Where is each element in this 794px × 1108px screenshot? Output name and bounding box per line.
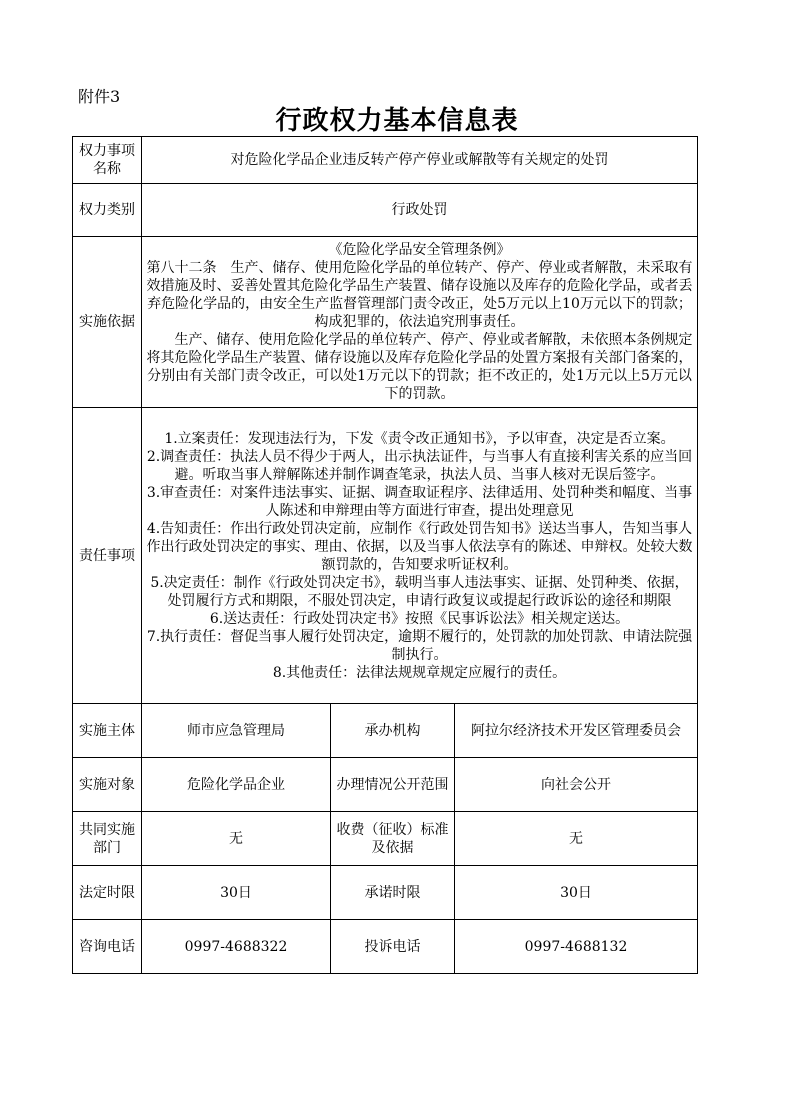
attachment-label: 附件3 <box>78 87 121 106</box>
value-subject: 师市应急管理局 <box>142 704 331 758</box>
row-item-name <box>73 137 698 184</box>
value-consult-phone: 0997-4688322 <box>142 920 331 974</box>
row-responsibility <box>73 408 698 704</box>
label-item-name: 权力事项名称 <box>73 137 142 184</box>
value-complaint-phone: 0997-4688132 <box>455 920 698 974</box>
value-joint: 无 <box>142 812 331 866</box>
row-joint <box>73 812 698 866</box>
row-time <box>73 866 698 920</box>
responsibility-line: 2.调查责任：执法人员不得少于两人，出示执法证件，与当事人有直接利害关系的应当回避。听取当事人辩解陈述并制作调查笔录，执法人员、当事人核对无误后签字。 <box>146 448 693 483</box>
responsibility-line: 8.其他责任：法律法规规章规定应履行的责任。 <box>272 664 567 681</box>
value-target: 危险化学品企业 <box>142 758 331 812</box>
value-legal-time: 30日 <box>142 866 331 920</box>
label-target: 实施对象 <box>73 758 142 812</box>
value-promised-time: 30日 <box>455 866 698 920</box>
row-basis <box>73 237 698 408</box>
label-promised-time: 承诺时限 <box>331 866 455 920</box>
value-item-name: 对危险化学品企业违反转产停产停业或解散等有关规定的处罚 <box>142 137 698 184</box>
label-complaint-phone: 投诉电话 <box>331 920 455 974</box>
responsibility-line: 1.立案责任：发现违法行为，下发《责令改正通知书》，予以审查，决定是否立案。 <box>164 430 675 447</box>
label-organizer: 承办机构 <box>331 704 455 758</box>
basis-line: 《危险化学品安全管理条例》 <box>328 242 511 258</box>
value-disclosure: 向社会公开 <box>455 758 698 812</box>
label-legal-time: 法定时限 <box>73 866 142 920</box>
label-category: 权力类别 <box>73 184 142 237</box>
label-responsibility: 责任事项 <box>73 408 142 704</box>
info-table <box>72 136 698 974</box>
label-fee: 收费（征收）标准及依据 <box>331 812 455 866</box>
row-phone <box>73 920 698 974</box>
responsibility-line: 3.审查责任：对案件违法事实、证据、调查取证程序、法律适用、处罚种类和幅度、当事人陈述和申辩理由等方面进行审查，提出处理意见 <box>146 484 693 519</box>
responsibility-line: 4.告知责任：作出行政处罚决定前，应制作《行政处罚告知书》送达当事人，告知当事人作出行政处罚决定的事实、理由、依据，以及当事人依法享有的陈述、申辩权。处较大数额罚款的，告知要求听证权利。 <box>146 520 693 573</box>
row-category <box>73 184 698 237</box>
label-disclosure: 办理情况公开范围 <box>331 758 455 812</box>
page-title: 行政权力基本信息表 <box>275 106 519 136</box>
value-category: 行政处罚 <box>142 184 698 237</box>
label-basis: 实施依据 <box>73 237 142 408</box>
row-target <box>73 758 698 812</box>
responsibility-line: 7.执行责任：督促当事人履行处罚决定，逾期不履行的，处罚款的加处罚款、申请法院强制执行。 <box>146 628 693 663</box>
value-fee: 无 <box>455 812 698 866</box>
responsibility-line: 6.送达责任：行政处罚决定书》按照《民事诉讼法》相关规定送达。 <box>209 610 630 627</box>
value-responsibility <box>142 408 698 704</box>
label-joint: 共同实施部门 <box>73 812 142 866</box>
value-organizer: 阿拉尔经济技术开发区管理委员会 <box>455 704 698 758</box>
row-subject <box>73 704 698 758</box>
value-basis <box>142 237 698 408</box>
basis-line: 第八十二条 生产、储存、使用危险化学品的单位转产、停产、停业或者解散，未采取有效措施及时、妥善处置其危险化学品生产装置、储存设施以及库存的危险化学品，或者丢弃危险化学品的，由安全生产监督管理部门责令改正，处5万元以上10万元以下的罚款；构成犯罪的，依法追究刑事责任。 <box>146 260 693 330</box>
responsibility-line: 5.决定责任：制作《行政处罚决定书》，载明当事人违法事实、证据、处罚种类、依据，处罚履行方式和期限，不服处罚决定，申请行政复议或提起行政诉讼的途径和期限 <box>150 574 689 609</box>
basis-line: 生产、储存、使用危险化学品的单位转产、停产、停业或者解散，未依照本条例规定将其危险化学品生产装置、储存设施以及库存危险化学品的处置方案报有关部门备案的，分别由有关部门责令改正，可以处1万元以下的罚款；拒不改正的，处1万元以上5万元以下的罚款。 <box>146 332 693 402</box>
label-consult-phone: 咨询电话 <box>73 920 142 974</box>
label-subject: 实施主体 <box>73 704 142 758</box>
